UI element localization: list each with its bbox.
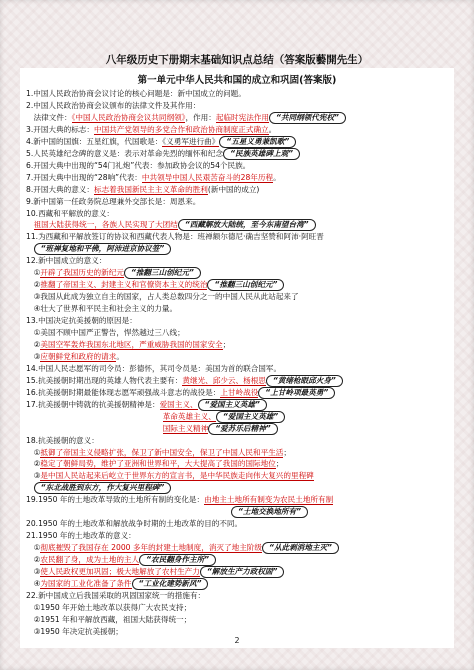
answer-text: 美国空军轰炸我国东北地区，严重威胁我国的国家安全 xyxy=(40,339,223,349)
note-text: ； xyxy=(275,459,284,469)
note-text: 16.抗美援朝时期最能体现志愿军顽强战斗意志的战役是： xyxy=(26,387,221,397)
note-text: 3.开国大典的标志： xyxy=(26,124,94,134)
note-line xyxy=(26,435,454,447)
note-line xyxy=(26,399,454,411)
note-text: ② xyxy=(26,459,41,469)
note-line xyxy=(26,494,454,506)
note-line xyxy=(26,411,454,423)
answer-text: 彻底摧毁了我国存在 2000 多年的封建土地制度，消灭了地主阶级 xyxy=(40,543,262,553)
note-line xyxy=(26,160,454,172)
note-line xyxy=(26,542,454,554)
note-line xyxy=(26,148,454,160)
note-line xyxy=(26,351,454,363)
note-text: ③ xyxy=(26,471,41,481)
page-title: 八年级历史下册期末基础知识点总结（答案版藝開先生） xyxy=(105,54,369,66)
note-text xyxy=(26,424,163,433)
note-line xyxy=(26,315,454,327)
note-text: 18.抗美援朝的意义： xyxy=(26,435,99,445)
note-text: 12.新中国成立的意义： xyxy=(26,256,107,266)
mnemonic-quote: “共同纲领代宪权” xyxy=(269,112,346,124)
note-text: ① xyxy=(26,543,41,553)
answer-text: 农民翻了身，成为土地的主人 xyxy=(40,555,140,565)
mnemonic-quote: “班禅复地和平佛，阿沛进京协议签” xyxy=(34,243,172,255)
answer-text: 《义勇军进行曲》 xyxy=(162,136,220,146)
note-line xyxy=(26,208,454,220)
note-text: 15.抗美援朝时期出现的英雄人物代表主要有： xyxy=(26,375,183,385)
note-line xyxy=(26,363,454,375)
answer-text: 由地主土地所有制变为农民土地所有制 xyxy=(204,495,334,505)
mnemonic-quote: “农民翻身作主所” xyxy=(139,554,216,566)
answer-text: 标志着我国新民主主义革命的胜利 xyxy=(94,184,208,194)
note-text: 21.1950 年的土地改革的意义： xyxy=(26,531,136,541)
page-number: 2 xyxy=(234,636,240,645)
note-text: 。 xyxy=(268,124,277,134)
note-text: 1.中国人民政治协商会议讨论的核心问题是：新中国成立的问题。 xyxy=(26,89,246,98)
note-text: 20.1950 年的土地改革和解放战争时期的土地改革的目的不同。 xyxy=(26,519,243,529)
mnemonic-quote: “爱国主义英雄” xyxy=(216,411,285,423)
note-text: (新中国的成立) xyxy=(207,184,260,194)
note-line xyxy=(26,566,454,578)
note-line xyxy=(26,423,454,435)
note-text: 14.中国人民志愿军的司令员：彭德怀，其司令员是：美国为首的联合国军。 xyxy=(26,363,282,373)
mnemonic-quote: “民族英雄碑上观” xyxy=(223,148,300,160)
answer-text: 祖国大陆获得统一，各族人民实现了大团结 xyxy=(33,220,178,230)
answer-text: 是中国人民站起来后屹立于世界东方的宣言书，是中华民族走向伟大复兴的里程碑 xyxy=(40,471,314,481)
note-text: ② xyxy=(26,280,41,290)
note-text: ③ xyxy=(26,351,41,361)
note-text xyxy=(26,244,34,253)
answer-text: 中共领导中国人民艰苦奋斗的28年历程 xyxy=(141,172,274,182)
note-line xyxy=(26,506,454,518)
answer-text: 应朝鲜党和政府的请求 xyxy=(40,351,117,361)
note-text: 17.抗美援朝中铸就的抗美援朝精神是： xyxy=(26,399,160,409)
note-text: ③ xyxy=(26,567,41,576)
note-line xyxy=(26,518,454,530)
note-line xyxy=(26,303,454,315)
note-line xyxy=(26,470,454,482)
note-text: 11.为西藏和平解放签订的协议和西藏代表人物是：班禅额尔德尼·确吉坚赞和阿沛·阿旺晋 xyxy=(26,232,324,242)
note-text: 6.开国大典中出现的“54门礼炮”代表：参加政协会议的54个民族。 xyxy=(26,160,251,170)
note-text: 7.开国大典中出现的“28响”代表： xyxy=(26,172,142,182)
note-line xyxy=(26,482,454,494)
note-text: ① xyxy=(26,447,41,457)
note-text: 4.新中国的国旗：五星红旗，代国歌是： xyxy=(26,136,163,146)
answer-text: 国际主义精神 xyxy=(162,423,209,433)
mnemonic-quote: “从此剥消地主灭” xyxy=(262,542,339,554)
note-line xyxy=(26,124,454,136)
note-line xyxy=(26,267,454,279)
note-text: 5.人民英雄纪念碑的意义是：表示对革命先烈的缅怀和纪念 xyxy=(26,148,224,158)
note-text xyxy=(26,483,34,492)
mnemonic-quote: “爱国主义英雄” xyxy=(198,399,267,411)
note-line xyxy=(26,172,454,184)
note-text: 8.开国大典的意义： xyxy=(26,184,94,194)
note-line xyxy=(26,327,454,339)
mnemonic-quote: “工业化建势新风” xyxy=(132,578,209,590)
answer-text: 爱国主义、 xyxy=(159,399,198,409)
mnemonic-quote: “五星义勇兼凯歌” xyxy=(219,136,296,148)
note-line xyxy=(26,136,454,148)
answer-text: 抵御了帝国主义侵略扩张，保卫了新中国安全，保卫了中国人民和平生活 xyxy=(40,447,284,457)
note-line xyxy=(26,590,454,602)
note-text: ②1951 年和平解放西藏，祖国大陆获得统一； xyxy=(26,614,192,624)
note-line xyxy=(26,219,454,231)
note-text: 22.新中国成立后我国采取的巩固国家统一的措施有： xyxy=(26,590,206,600)
note-line xyxy=(26,196,454,208)
answer-text: 上甘岭战役 xyxy=(220,387,259,397)
note-line xyxy=(26,578,454,590)
note-text: 法律文件： xyxy=(26,112,72,122)
note-line xyxy=(26,375,454,387)
mnemonic-quote: “西藏解放大陆统，至今东南望台湾” xyxy=(178,219,316,231)
note-line xyxy=(26,279,454,291)
note-line xyxy=(26,112,454,124)
unit-title: 第一单元中华人民共和国的成立和巩固(答案版) xyxy=(137,75,337,86)
note-text: ④ xyxy=(26,578,41,588)
note-line xyxy=(26,100,454,112)
note-text xyxy=(26,412,163,421)
answer-text: 《中国人民政治协商会议共同纲领》 xyxy=(71,112,186,122)
note-text: ③我国从此成为独立自主的国家，占人类总数四分之一的中国人民从此站起来了 xyxy=(26,292,299,302)
note-text: ①1950 年开始土地改革以获得广大农民支持； xyxy=(26,602,192,612)
answer-text: 黄继光、邱少云、杨根思 xyxy=(182,375,266,385)
answer-text: 推翻了帝国主义、封建主义和官僚资本主义的统治 xyxy=(40,280,208,290)
answer-text: 为国家的工业化准备了条件 xyxy=(40,578,132,588)
note-line xyxy=(26,554,454,566)
note-text: 13.中国决定抗美援朝的原因是： xyxy=(26,316,137,326)
note-text: ； xyxy=(222,339,231,349)
note-line xyxy=(26,614,454,626)
mnemonic-quote: “上甘岭项最英勇” xyxy=(258,387,335,399)
mnemonic-quote: “东北战胜到东方，作大复兴里程碑” xyxy=(34,482,172,494)
note-line xyxy=(26,243,454,255)
mnemonic-quote: “黄绪枪眼邱火身” xyxy=(266,375,343,387)
note-text: 19.1950 年的土地改革导致的土地所有制的变化是： xyxy=(26,495,205,505)
note-line xyxy=(26,291,454,303)
note-text: ② xyxy=(26,339,41,349)
note-text xyxy=(26,220,34,229)
mnemonic-quote: “爱苏乐后精神” xyxy=(208,423,277,435)
answer-text: 中国共产党领导的多党合作和政治协商制度正式确立 xyxy=(94,124,269,134)
note-text: ① xyxy=(26,268,41,278)
note-text: 2.中国人民政治协商会议颁布的法律文件及其作用： xyxy=(26,100,201,110)
note-text: ② xyxy=(26,555,41,565)
note-line xyxy=(26,602,454,614)
mnemonic-quote: “解放生产力政权固” xyxy=(200,566,285,578)
note-text: ①美国不顾中国严正警告，悍然越过三八线； xyxy=(26,328,185,337)
answer-text: 稳定了朝鲜局势，维护了亚洲和世界和平，大大提高了我国的国际地位 xyxy=(40,459,276,469)
mnemonic-quote: “推翻三山创纪元” xyxy=(207,279,284,291)
note-text xyxy=(26,507,231,516)
note-text: 10.西藏和平解放的意义： xyxy=(26,208,115,218)
note-text: ③1950 年决定抗美援朝； xyxy=(26,626,123,636)
mnemonic-quote: “推翻三山创纪元” xyxy=(124,267,201,279)
note-text: ，作用： xyxy=(185,112,216,122)
note-text: ④壮大了世界和平民主和社会主义的力量。 xyxy=(26,304,178,314)
note-line xyxy=(26,88,454,100)
mnemonic-quote: “土地交换地所有” xyxy=(231,506,308,518)
note-line xyxy=(26,184,454,196)
note-line xyxy=(26,530,454,542)
note-text: 。 xyxy=(116,351,124,361)
note-text: 。 xyxy=(273,172,281,182)
note-line xyxy=(26,231,454,243)
answer-text: 起临时宪法作用 xyxy=(215,112,269,122)
note-line xyxy=(26,447,454,459)
answer-text: 使人民政权更加巩固；极大地解放了农村生产力 xyxy=(40,567,200,576)
note-line xyxy=(26,255,454,267)
note-line xyxy=(26,458,454,470)
answer-text: 革命英雄主义、 xyxy=(162,411,216,421)
note-text: ； xyxy=(283,447,291,457)
answer-text: 开辟了我国历史的新纪元 xyxy=(40,268,124,278)
note-line xyxy=(26,387,454,399)
note-line xyxy=(26,339,454,351)
note-text: 9.新中国第一任政务院总理兼外交部长是：周恩来。 xyxy=(26,196,201,206)
